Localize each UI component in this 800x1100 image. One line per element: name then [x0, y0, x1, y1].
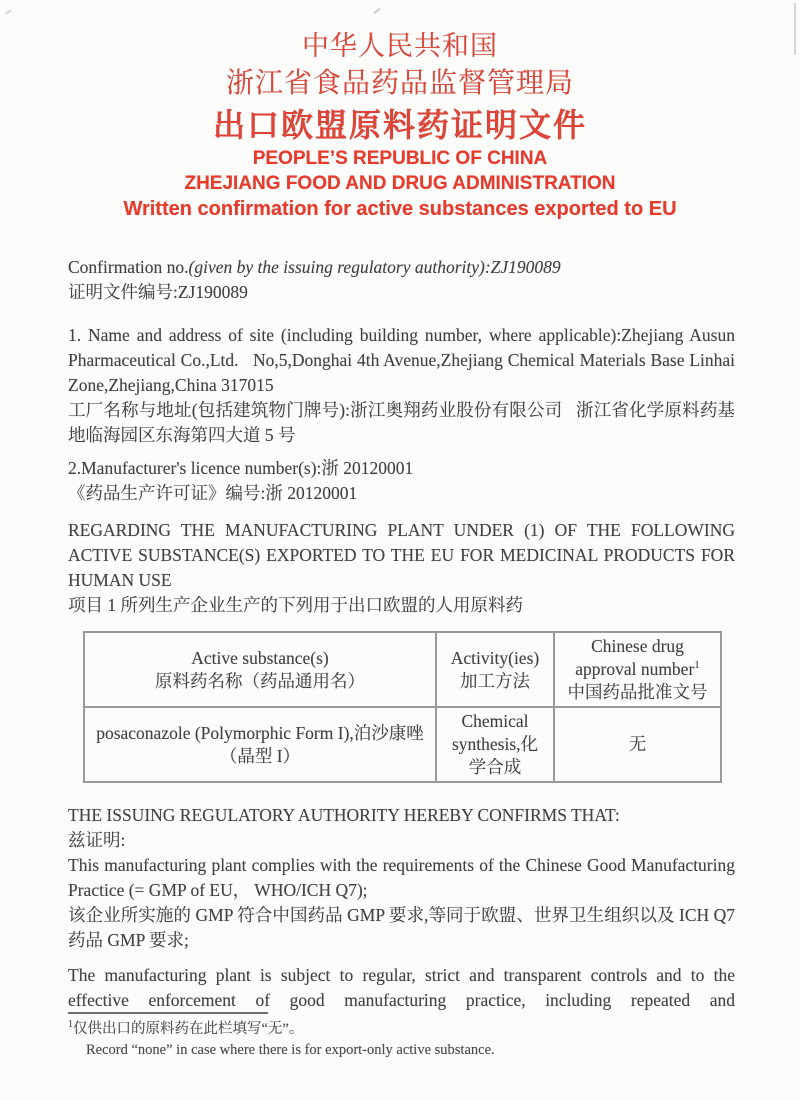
column-header-activity-zh: 加工方法 — [460, 670, 530, 691]
footnote — [68, 1012, 735, 1061]
substance-table-header-row — [84, 632, 721, 707]
cell-approval-number: 无 — [554, 707, 721, 782]
confirmation-paren: (given by the issuing regulatory authority) — [188, 257, 485, 277]
controls-paragraph-block — [68, 963, 735, 1013]
cell-activity: Chemical synthesis,化学合成 — [436, 707, 554, 782]
footnote-marker: 1 — [68, 1019, 73, 1031]
section-1-site-name-address — [68, 323, 735, 448]
column-header-active-substance — [84, 632, 436, 707]
title-zh-country: 中华人民共和国 — [302, 31, 498, 61]
footnote-en: Record “none” in case where there is for export-only active substance. — [86, 1042, 495, 1058]
substance-table — [83, 631, 722, 783]
footnote-divider — [68, 1012, 268, 1014]
column-header-active-substance-zh: 原料药名称（药品通用名） — [155, 670, 365, 691]
authority-confirms-block — [68, 803, 735, 953]
column-header-approval-number-zh: 中国药品批准文号 — [567, 682, 708, 702]
section-1-zh: 工厂名称与地址(包括建筑物门牌号):浙江奥翔药业股份有限公司 浙江省化学原料药基地临海园区东海第四大道 5 号 — [68, 400, 735, 445]
gmp-compliance-en: This manufacturing plant complies with the requirements of the Chinese Good Manufacturing Practice (= GMP of EU， WHO/ICH Q7); — [68, 855, 735, 900]
column-header-active-substance-en: Active substance(s) — [191, 647, 329, 668]
title-en-agency: ZHEJIANG FOOD AND DRUG ADMINISTRATION — [184, 173, 616, 194]
regarding-zh: 项目 1 所列生产企业生产的下列用于出口欧盟的人用原料药 — [68, 595, 523, 615]
confirmation-number-line — [68, 255, 735, 280]
section-2-zh: 《药品生产许可证》编号:浙 20120001 — [68, 483, 358, 503]
footnote-zh: $^1$仅供出口的原料药在此栏填写“无”。 — [68, 1019, 304, 1037]
column-header-activity — [436, 632, 554, 707]
section-2-licence-number — [68, 456, 735, 506]
section-2-en: 2.Manufacturer's licence number(s):浙 20120001 — [68, 458, 414, 478]
confirms-title-en: THE ISSUING REGULATORY AUTHORITY HEREBY CONFIRMS THAT: — [68, 805, 620, 825]
title-en-document: Written confirmation for active substances exported to EU — [123, 198, 677, 220]
controls-paragraph-en: The manufacturing plant is subject to regular, strict and transparent controls and to the effective enforcement of good manufacturing practice, including repeated and — [68, 965, 735, 1010]
confirmation-number-block — [68, 255, 735, 305]
section-1-en: 1. Name and address of site (including building number, where applicable):Zhejiang Ausun Pharmaceutical Co.,Ltd. No,5,Donghai 4th Avenue,Zhejiang Chemical Materials Base Linhai Zone,Zhejiang,China 317015 — [68, 325, 735, 395]
regarding-statement — [68, 518, 735, 618]
title-zh-document: 出口欧盟原料药证明文件 — [212, 107, 587, 143]
confirmation-value: :ZJ190089 — [484, 257, 561, 277]
confirms-title-zh: 兹证明: — [68, 830, 126, 850]
column-header-approval-number — [554, 632, 721, 707]
column-header-activity-en: Activity(ies) — [450, 647, 540, 668]
title-zh-agency: 浙江省食品药品监督管理局 — [225, 68, 574, 99]
gmp-compliance-zh: 该企业所实施的 GMP 符合中国药品 GMP 要求,等同于欧盟、世界卫生组织以及 ICH Q7 药品 GMP 要求; — [68, 905, 735, 950]
footnote-reference-mark: 1 — [694, 659, 700, 672]
confirmation-number-zh: 证明文件编号:ZJ190089 — [68, 282, 248, 302]
confirmation-label: Confirmation no. — [68, 257, 189, 277]
substance-table-row — [84, 707, 721, 782]
regarding-en: REGARDING THE MANUFACTURING PLANT UNDER (1) OF THE FOLLOWING ACTIVE SUBSTANCE(S) EXPORTED TO THE EU FOR MEDICINAL PRODUCTS FOR HUMAN USE — [68, 520, 735, 590]
column-header-approval-number-en: Chinese drug approval number$^1$ — [575, 636, 700, 679]
scan-artifact — [794, 3, 796, 55]
title-en-country: PEOPLE’S REPUBLIC OF CHINA — [252, 148, 548, 169]
document-header — [0, 0, 800, 223]
cell-active-substance: posaconazole (Polymorphic Form I),泊沙康唑（晶型 I） — [84, 707, 436, 782]
document-body — [68, 255, 735, 1013]
